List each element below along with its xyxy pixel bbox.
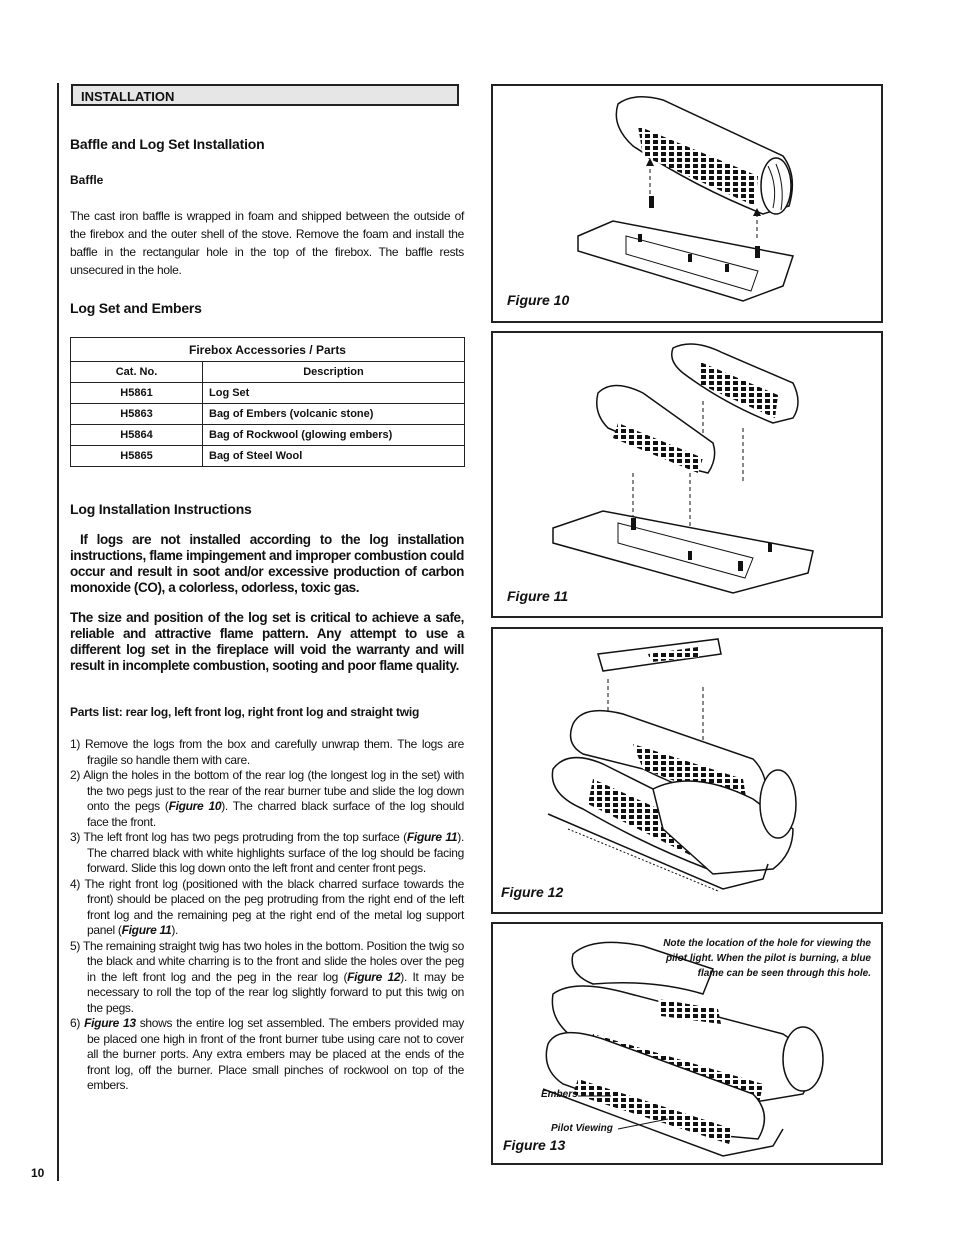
figure-11-caption: Figure 11: [507, 588, 569, 604]
label-embers: Embers: [541, 1089, 578, 1100]
figure-13-caption: Figure 13: [503, 1137, 566, 1153]
heading-log-instructions: Log Installation Instructions: [70, 501, 252, 517]
figure-10-caption: Figure 10: [507, 292, 570, 308]
figure-10-box: [491, 84, 883, 323]
table-row: H5863 Bag of Embers (volcanic stone): [71, 404, 465, 425]
instruction-steps: [70, 737, 464, 1094]
list-item: 3) The left front log has two pegs protruding from the top surface (Figure 11). The charred black with white highlights surface of the log should be facing forward. Slide this log down onto the left front and center front pegs.: [70, 830, 464, 875]
list-item: 4) The right front log (positioned with the black charred surface towards the front) should be placed on the peg protruding from the right end of the left front log and the remaining peg at the right end of the metal log support panel (Figure 11).: [70, 876, 464, 937]
figure-10-illustration: [493, 86, 881, 321]
pilot-note: Note the location of the hole for viewing the pilot light. When the pilot is burning, a blue flame can be seen through this hole.: [663, 938, 871, 979]
margin-rule: [57, 83, 59, 1181]
page-number: 10: [31, 1166, 45, 1180]
heading-baffle-log-installation: Baffle and Log Set Installation: [70, 136, 265, 152]
warning-paragraph-1: If logs are not installed according to the log installation instructions, flame impingement and improper combustion could occur and result in soot and/or excessive production of carbon monoxide (CO), a colorless, odorless, toxic gas.: [70, 532, 464, 595]
col-header-cat: Cat. No.: [71, 362, 203, 383]
parts-list: Parts list: rear log, left front log, right front log and straight twig: [70, 705, 420, 719]
table-row: H5861 Log Set: [71, 383, 465, 404]
section-header: INSTALLATION: [71, 84, 459, 106]
label-pilot-viewing: Pilot Viewing: [551, 1123, 613, 1134]
figure-11-box: [491, 331, 883, 618]
list-item: 1) Remove the logs from the box and carefully unwrap them. The logs are fragile so handle them with care.: [70, 737, 464, 767]
heading-log-set-embers: Log Set and Embers: [70, 300, 202, 316]
parts-table: [70, 337, 465, 467]
list-item: 5) The remaining straight twig has two holes in the bottom. Position the twig so the black and white charring is to the front and slide the holes over the peg in the left front log and the peg in the rear log (Figure 12). It may be necessary to roll the top of the rear log slightly forward to put this twig on the pegs.: [70, 938, 464, 1015]
col-header-desc: Description: [203, 362, 465, 383]
table-title: Firebox Accessories / Parts: [71, 338, 465, 362]
heading-baffle: Baffle: [70, 173, 104, 187]
table-row: H5864 Bag of Rockwool (glowing embers): [71, 425, 465, 446]
list-item: 6) Figure 13 shows the entire log set assembled. The embers provided may be placed one high in front of the front burner tube using care not to cover all the burner ports. Any extra embers may be placed at the ends of the front log, off the burner. Place small pinches of rockwool on top of the embers.: [70, 1016, 464, 1092]
figure-11-illustration: [493, 333, 881, 616]
warning-paragraph-2: The size and position of the log set is critical to achieve a safe, reliable and attractive flame pattern. Any attempt to use a different log set in the fireplace will void the warranty and will result in incomplete combustion, sooting and poor flame quality.: [70, 610, 464, 673]
baffle-paragraph: The cast iron baffle is wrapped in foam and shipped between the outside of the firebox and the outer shell of the stove. Remove the foam and install the baffle in the rectangular hole in the top of the firebox. The baffle rests unsecured in the hole.: [70, 209, 464, 277]
figure-13-box: [491, 922, 883, 1165]
list-item: 2) Align the holes in the bottom of the rear log (the longest log in the set) with the two pegs just to the rear of the rear burner tube and slide the log down onto the pegs (Figure 10). The charred black surface of the log should face the front.: [70, 768, 464, 829]
figure-12-box: [491, 627, 883, 914]
figure-12-illustration: [493, 629, 881, 912]
table-row: H5865 Bag of Steel Wool: [71, 446, 465, 467]
figure-12-caption: Figure 12: [501, 884, 564, 900]
